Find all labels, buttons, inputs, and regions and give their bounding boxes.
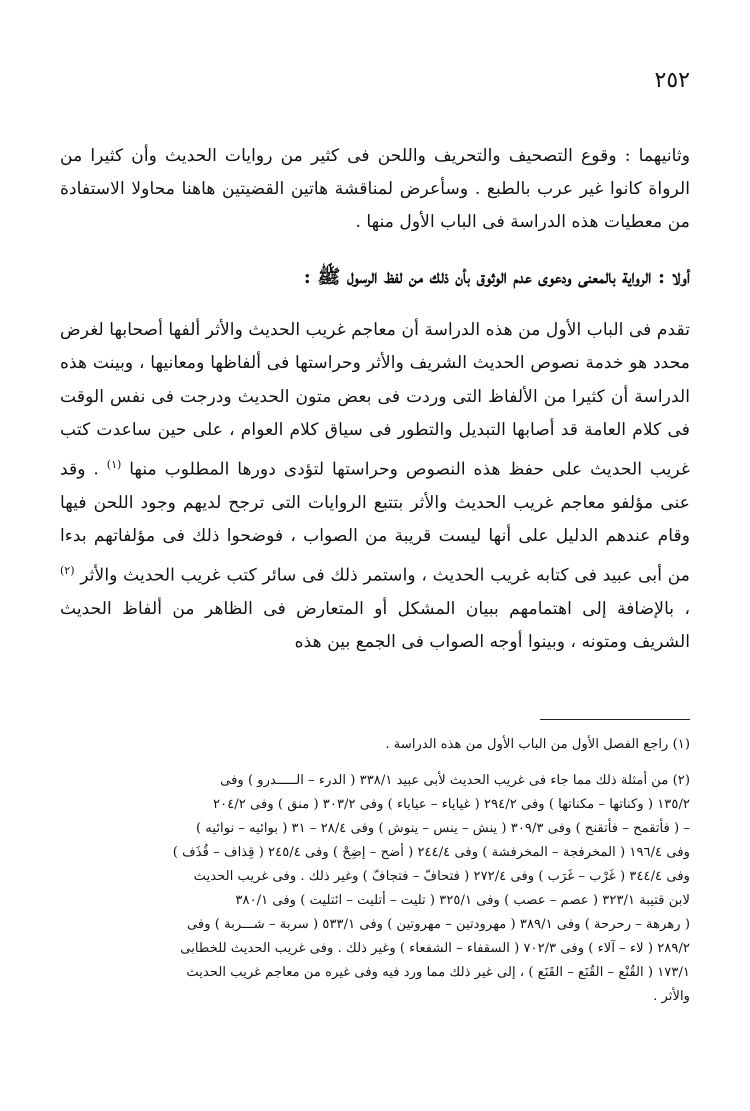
footnotes-block	[60, 733, 690, 1009]
intro-paragraph-block	[60, 140, 690, 239]
document-page	[60, 0, 690, 1111]
footnote-ref-2: (٢)	[60, 563, 75, 577]
body-text-part-3: ، بالإضافة إلى اهتمامهم ببيان المشكل أو المتعارض فى الظاهر من ألفاظ الحديث الشريف ومتونه ، وبينوا أوجه الصواب فى الجمع بين هذه	[60, 598, 690, 653]
footnote-2-line: (٢) من أمثلة ذلك مما جاء فى غريب الحديث لأبى عبيد ٣٣٨/١ ( الدرء – الـــــدرو ) وفى	[220, 773, 690, 788]
footnote-2-line: وفى ١٩٦/٤ ( المخرفجة – المخرفشة ) وفى ٢٤٤/٤ ( أضح – إضِحْ ) وفى ٢٤٥/٤ ( قِذاف – قُذَف )	[172, 845, 690, 860]
body-paragraph-block	[60, 314, 690, 660]
footnote-separator	[540, 719, 690, 720]
footnote-2-line: وفى ٣٤٤/٤ ( غَرْب – غَرَب ) وفى ٢٧٢/٤ ( فتحافّ – فتجافّ ) وغير ذلك . وفى غريب الحديث	[193, 869, 690, 884]
body-paragraph	[60, 314, 690, 660]
body-text-part-1: تقدم فى الباب الأول من هذه الدراسة أن معاجم غريب الحديث والأثر ألفها أصحابها لغرض محدد هو خدمة نصوص الحديث الشريف والأثر وحراستها فى ألفاظها ومعانيها ، وبينت هذه الدراسة أن كثيرا من الألفاظ التى وردت فى بعض متون الحديث ودرجت فى نفس الوقت فى كلام العامة قد أصابها التبديل والتطور فى سياق كلام العوام ، على حين ساعدت كتب غريب الحديث على حفظ هذه النصوص وحراستها لتؤدى دورها المطلوب منها	[60, 320, 690, 480]
footnote-2-line: – ( فأتقمح – فأتقنح ) وفى ٣٠٩/٣ ( ينش – ينس – ينوش ) وفى ٢٨/٤ – ٣١ ( بوائيه – نوائيه )	[195, 821, 690, 836]
footnote-ref-1: (١)	[106, 457, 122, 471]
body-text-part-2: . وقد عنى مؤلفو معاجم غريب الحديث والأثر بتتبع الروايات التى ترجح لديهم وجود اللحن فيها وقام عندهم الدليل على أنها ليست قريبة من الصواب ، فوضحوا ذلك فى مؤلفاتهم بدءا من أبى عبيد فى كتابه غريب الحديث ، واستمر ذلك فى سائر كتب غريب الحديث والأثر	[60, 459, 690, 586]
intro-paragraph: وثانيهما : وقوع التصحيف والتحريف واللحن فى كثير من روايات الحديث وأن كثيرا من الرواة كانوا غير عرب بالطبع . وسأعرض لمناقشة هاتين القضيتين هاهنا محاولا الاستفادة من معطيات هذه الدراسة فى الباب الأول منها .	[60, 146, 690, 232]
footnote-2-line: ( رهرهة – رحرحة ) وفى ٣٨٩/١ ( مهرودتين – مهروتين ) وفى ٥٣٣/١ ( سربة – شـــربة ) وفى	[186, 917, 690, 932]
footnote-2-line: ١٧٣/١ ( القُنْع – القُنَع – القَنَع ) ، إلى غير ذلك مما ورد فيه وفى غيره من معاجم غريب الحديث	[186, 965, 690, 980]
footnote-2-line: والأثر .	[653, 989, 690, 1004]
footnote-2-line: ١٣٥/٢ ( وكناتها – مكناتها ) وفى ٢٩٤/٢ ( غياياء – عياياء ) وفى ٣٠٣/٢ ( منق ) وفى ٢٠٤/٢	[213, 797, 690, 812]
section-heading: أولا : الرواية بالمعنى ودعوى عدم الوثوق بأن ذلك من لفظ الرسول ﷺ :	[303, 266, 690, 288]
footnote-2-line: لابن قتيبة ٣٢٣/١ ( عصم – عصب ) وفى ٣٢٥/١ ( تليت – أتليت – ائتليت ) وفى ٣٨٠/١	[235, 893, 690, 908]
footnote-2	[60, 769, 690, 1009]
footnote-2-line: ٢٨٩/٢ ( لاء – آلاء ) وفى ٧٠٢/٣ ( السقفاء – الشفعاء ) وغير ذلك . وفى غريب الحديث للخطابى	[180, 941, 690, 956]
page-number: ٢٥٢	[654, 68, 690, 93]
footnote-1: (١) راجع الفصل الأول من الباب الأول من هذه الدراسة .	[385, 737, 690, 752]
